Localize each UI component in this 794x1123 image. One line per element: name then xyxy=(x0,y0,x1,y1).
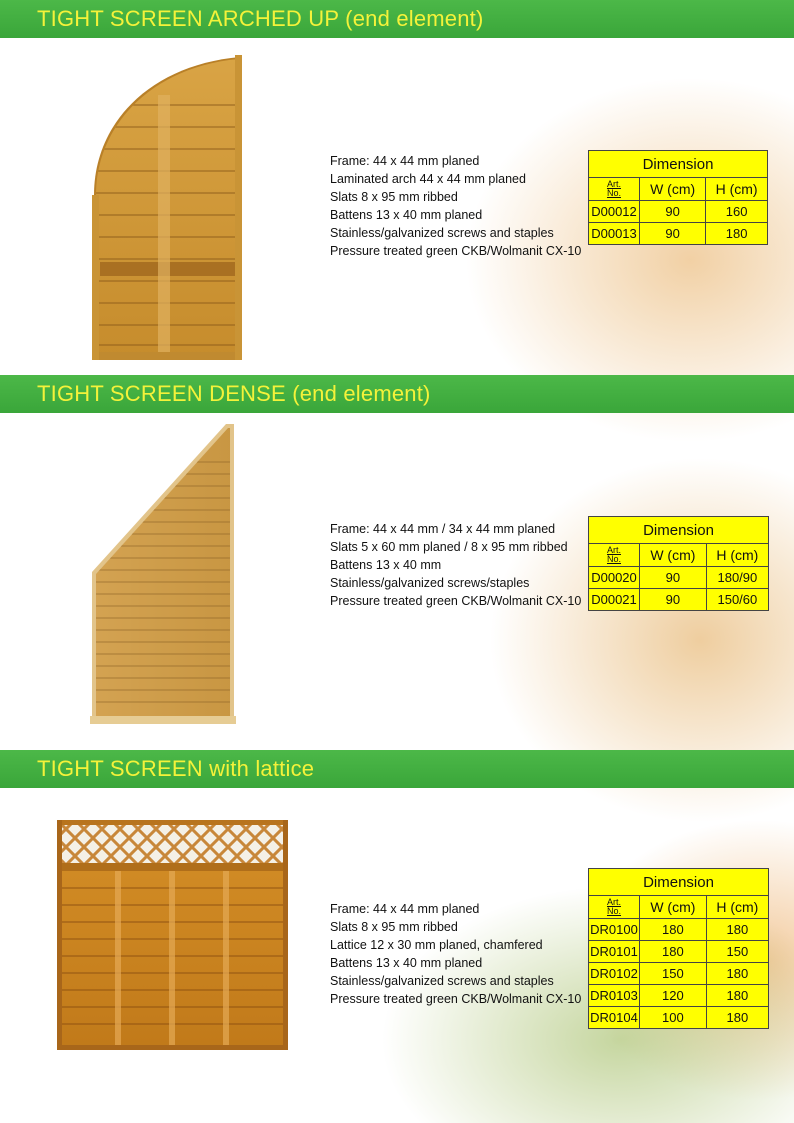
spec-line: Stainless/galvanized screws and staples xyxy=(330,226,554,240)
height-cell: 180 xyxy=(706,1007,768,1029)
art-no-header: Art. No. xyxy=(589,178,640,201)
spec-line: Battens 13 x 40 mm xyxy=(330,558,442,572)
art-no-cell: DR0100 xyxy=(589,919,640,941)
spec-line: Stainless/galvanized screws and staples xyxy=(330,974,554,988)
section-header-arched xyxy=(0,0,794,38)
art-no-cell: DR0103 xyxy=(589,985,640,1007)
lattice-screen-image xyxy=(57,820,288,1050)
table-title: Dimension xyxy=(589,151,768,178)
art-no-header: Art. No. xyxy=(589,896,640,919)
spec-line: Frame: 44 x 44 mm / 34 x 44 mm planed xyxy=(330,522,556,536)
width-header: W (cm) xyxy=(640,178,706,201)
height-header: H (cm) xyxy=(706,896,768,919)
specs-list-dense xyxy=(330,520,581,610)
dense-screen-image xyxy=(90,422,236,724)
art-no-cell: D00012 xyxy=(589,201,640,223)
width-cell: 90 xyxy=(640,223,706,245)
spec-line: Slats 8 x 95 mm ribbed xyxy=(330,920,458,934)
width-cell: 180 xyxy=(640,919,707,941)
art-no-cell: DR0101 xyxy=(589,941,640,963)
art-no-cell: DR0104 xyxy=(589,1007,640,1029)
width-header: W (cm) xyxy=(640,896,707,919)
table-row xyxy=(589,223,768,245)
spec-line: Frame: 44 x 44 mm planed xyxy=(330,902,480,916)
height-header: H (cm) xyxy=(706,178,768,201)
specs-list-arched xyxy=(330,152,581,260)
height-cell: 160 xyxy=(706,201,768,223)
section-title: TIGHT SCREEN DENSE (end element) xyxy=(37,381,431,406)
width-cell: 180 xyxy=(640,941,707,963)
spec-line: Battens 13 x 40 mm planed xyxy=(330,956,483,970)
height-cell: 180 xyxy=(706,963,768,985)
section-title: TIGHT SCREEN with lattice xyxy=(37,756,315,781)
art-no-cell: D00020 xyxy=(589,567,640,589)
table-title: Dimension xyxy=(589,869,769,896)
section-header-dense xyxy=(0,375,794,413)
dimension-table-arched xyxy=(588,150,768,245)
dimension-table-lattice xyxy=(588,868,769,1029)
art-no-cell: DR0102 xyxy=(589,963,640,985)
section-header-lattice xyxy=(0,750,794,788)
table-row xyxy=(589,963,769,985)
height-cell: 150 xyxy=(706,941,768,963)
spec-line: Lattice 12 x 30 mm planed, chamfered xyxy=(330,938,543,952)
width-cell: 120 xyxy=(640,985,707,1007)
table-row xyxy=(589,201,768,223)
height-cell: 150/60 xyxy=(706,589,768,611)
table-row xyxy=(589,941,769,963)
art-no-header: Art. No. xyxy=(589,544,640,567)
spec-line: Pressure treated green CKB/Wolmanit CX-10 xyxy=(330,244,582,258)
height-cell: 180 xyxy=(706,985,768,1007)
spec-line: Pressure treated green CKB/Wolmanit CX-10 xyxy=(330,594,582,608)
section-title: TIGHT SCREEN ARCHED UP (end element) xyxy=(37,6,484,31)
table-row xyxy=(589,567,769,589)
table-row xyxy=(589,1007,769,1029)
width-cell: 90 xyxy=(640,567,707,589)
spec-line: Pressure treated green CKB/Wolmanit CX-10 xyxy=(330,992,582,1006)
height-header: H (cm) xyxy=(706,544,768,567)
width-cell: 150 xyxy=(640,963,707,985)
art-no-cell: D00021 xyxy=(589,589,640,611)
height-cell: 180 xyxy=(706,223,768,245)
height-cell: 180/90 xyxy=(706,567,768,589)
height-cell: 180 xyxy=(706,919,768,941)
table-row xyxy=(589,985,769,1007)
table-title: Dimension xyxy=(589,517,769,544)
spec-line: Stainless/galvanized screws/staples xyxy=(330,576,530,590)
spec-line: Battens 13 x 40 mm planed xyxy=(330,208,483,222)
table-row xyxy=(589,589,769,611)
spec-line: Frame: 44 x 44 mm planed xyxy=(330,154,480,168)
width-header: W (cm) xyxy=(640,544,707,567)
spec-line: Laminated arch 44 x 44 mm planed xyxy=(330,172,526,186)
width-cell: 90 xyxy=(640,201,706,223)
dimension-table-dense xyxy=(588,516,769,611)
spec-line: Slats 8 x 95 mm ribbed xyxy=(330,190,458,204)
width-cell: 100 xyxy=(640,1007,707,1029)
spec-line: Slats 5 x 60 mm planed / 8 x 95 mm ribbed xyxy=(330,540,568,554)
table-row xyxy=(589,919,769,941)
art-no-cell: D00013 xyxy=(589,223,640,245)
width-cell: 90 xyxy=(640,589,707,611)
specs-list-lattice xyxy=(330,900,581,1008)
arched-screen-image xyxy=(92,55,242,360)
